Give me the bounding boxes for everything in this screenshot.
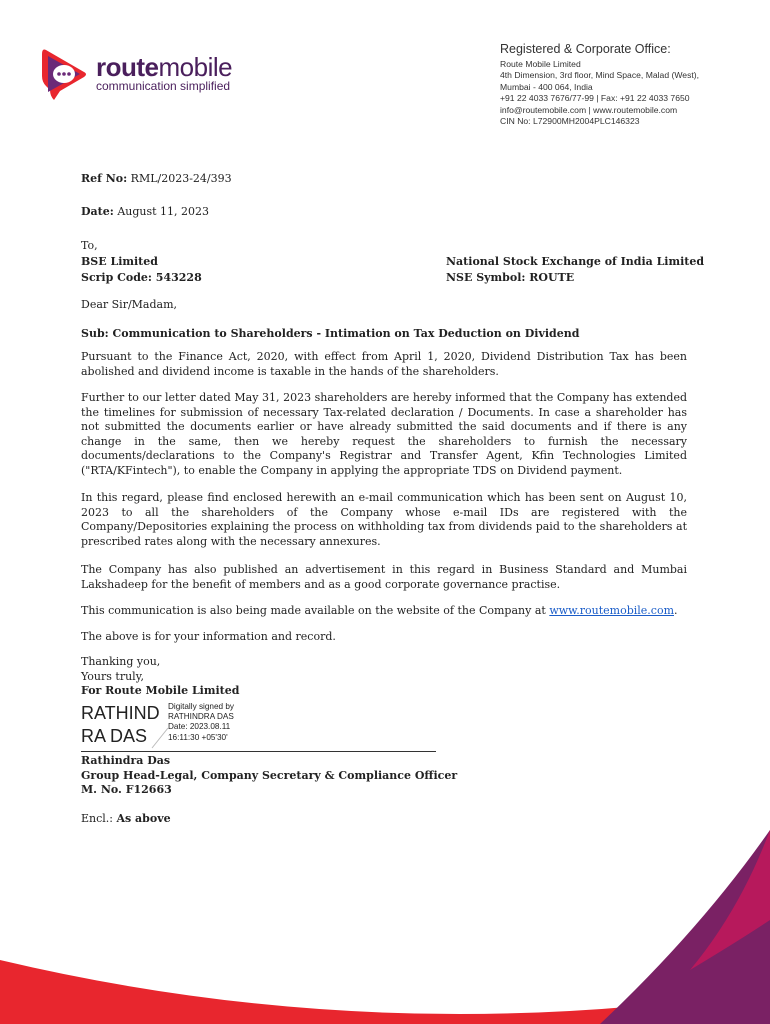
to-label: To, (81, 239, 98, 252)
closing-company: For Route Mobile Limited (81, 684, 240, 698)
company-logo (40, 46, 250, 106)
brand-name: routemobile (96, 52, 233, 82)
reference-number: Ref No: RML/2023-24/393 (81, 172, 232, 185)
salutation: Dear Sir/Madam, (81, 298, 178, 311)
bse-scrip-code: Scrip Code: 543228 (81, 271, 202, 284)
addressee-bse (81, 238, 202, 286)
signatory-title: Group Head-Legal, Company Secretary & Compliance Officer (81, 768, 458, 782)
paragraph: Pursuant to the Finance Act, 2020, with effect from April 1, 2020, Dividend Distribution Tax has been abolished and dividend income is taxable in the hands of the shareholders. (81, 350, 687, 378)
paragraph: This communication is also being made available on the website of the Company at www.routemobile.com. (81, 604, 678, 617)
signature-rule (81, 751, 436, 752)
office-line: Route Mobile Limited (500, 59, 581, 69)
route-mobile-logo-icon (40, 46, 90, 102)
letter-date: Date: August 11, 2023 (81, 205, 210, 218)
registered-office-block (500, 42, 699, 127)
paragraph: The above is for your information and record. (81, 630, 336, 643)
closing-line: Thanking you, (81, 655, 161, 668)
brand-tagline: communication simplified (96, 79, 231, 93)
office-address-line: 4th Dimension, 3rd floor, Mind Space, Malad (West), (500, 70, 700, 81)
nse-name: National Stock Exchange of India Limited (446, 255, 705, 268)
paragraph: The Company has also published an advertisement in this regard in Business Standard and Mumbai Lakshadeep for the benefit of members and as a good corporate governance practise. (81, 563, 687, 591)
website-link[interactable]: www.routemobile.com (549, 604, 674, 617)
nse-symbol: NSE Symbol: ROUTE (446, 271, 575, 284)
closing-block (81, 655, 239, 699)
closing-line: Yours truly, (81, 669, 144, 683)
signatory-name: Rathindra Das (81, 754, 171, 767)
office-line: Mumbai - 400 064, India (500, 81, 593, 92)
office-line: CIN No: L72900MH2004PLC146323 (500, 116, 640, 127)
digital-signature-details: Digitally signed by RATHINDRA DAS Date: 2023.08.11 16:11:30 +05'30' (168, 702, 234, 742)
office-line: info@routemobile.com | www.routemobile.com (500, 104, 678, 115)
bse-name: BSE Limited (81, 255, 158, 268)
signatory-membership: M. No. F12663 (81, 783, 172, 797)
paragraph: Further to our letter dated May 31, 2023 shareholders are hereby informed that the Company has extended the timelines for submission of necessary Tax-related declaration / Documents. In case a shareholder has not submitted the documents earlier or have already submitted the said documents and if there is any change in the same, then we hereby request the shareholders to furnish the necessary documents/declarations to the Company's Registrar and Transfer Agent, Kfin Technologies Limited ("RTA/KFintech"), to enable the Company in applying the appropriate TDS on Dividend payment. (81, 391, 687, 477)
signatory-block (81, 754, 457, 798)
enclosure-line: Encl.: As above (81, 812, 171, 825)
office-line: +91 22 4033 7676/77-99 | Fax: +91 22 4033 7650 (500, 93, 690, 104)
addressee-nse (446, 254, 704, 286)
subject-line: Sub: Communication to Shareholders - Intimation on Tax Deduction on Dividend (81, 327, 580, 340)
footer-swoosh-decoration (0, 800, 770, 1024)
office-title: Registered & Corporate Office: (500, 42, 671, 56)
paragraph: In this regard, please find enclosed herewith an e-mail communication which has been sent on August 10, 2023 to all the shareholders of the Company whose e-mail IDs are registered with the Company/Depositories explaining the process on withholding tax from dividends paid to the shareholders at prescribed rates along with the necessary annexures. (81, 491, 687, 548)
digital-signature-name: RATHIND RA DAS (81, 703, 160, 746)
